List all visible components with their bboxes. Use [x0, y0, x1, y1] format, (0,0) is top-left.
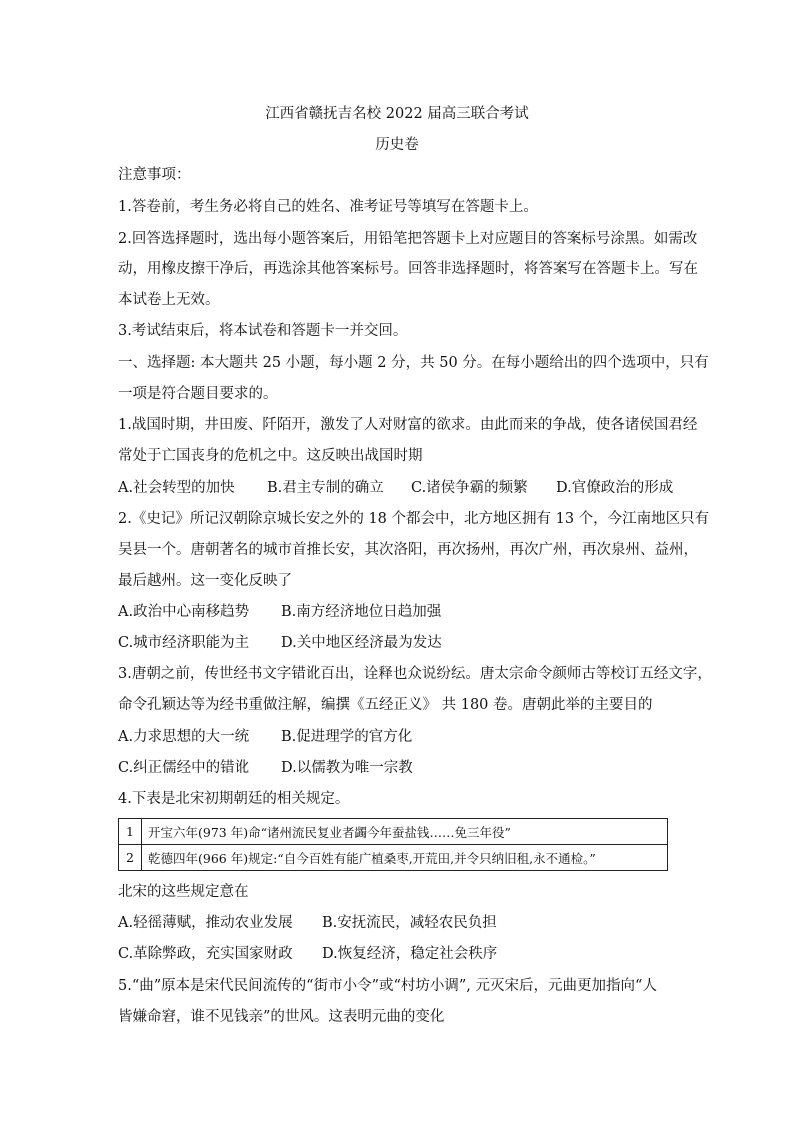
question-2-option-c: C.城市经济职能为主 — [118, 635, 250, 651]
question-5-line1: 5.“曲”原本是宋代民间流传的“街市小令”或“村坊小调”, 元灭宋后，元曲更加指向“人 — [118, 978, 657, 994]
question-4-question: 北宋的这些规定意在 — [118, 884, 249, 900]
table-cell-text: 乾德四年(966 年)规定:“自今百姓有能广植桑枣,开荒田,并令只纳旧租,永不通检。” — [142, 845, 668, 871]
notice-item-2-line3: 本试卷上无效。 — [118, 292, 220, 308]
question-3-option-a: A.力求思想的大一统 — [118, 729, 250, 745]
question-4-option-a: A.轻徭薄赋，推动农业发展 — [118, 915, 293, 931]
question-2-option-d: D.关中地区经济最为发达 — [281, 635, 442, 651]
question-2-line3: 最后越州。这一变化反映了 — [118, 573, 292, 589]
question-3-option-d: D.以儒教为唯一宗教 — [281, 760, 413, 776]
question-3-line2: 命令孔颖达等为经书重做注解，编撰《五经正义》 共 180 卷。唐朝此举的主要目的 — [118, 697, 653, 713]
question-4-option-b: B.安抚流民，减轻农民负担 — [322, 915, 497, 931]
question-1-option-c: C.诸侯争霸的频繁 — [411, 480, 528, 496]
question-2-option-b: B.南方经济地位日趋加强 — [281, 604, 442, 620]
table-cell-text: 开宝六年(973 年)命“诸州流民复业者蠲今年蚕盐钱……免三年役” — [142, 819, 668, 845]
question-1-option-a: A.社会转型的加快 — [118, 480, 235, 496]
notice-heading: 注意事项： — [118, 167, 191, 183]
question-4-option-c: C.革除弊政，充实国家财政 — [118, 946, 293, 962]
section-1-line2: 一项是符合题目要求的。 — [118, 386, 278, 402]
table-cell-number: 1 — [119, 819, 142, 845]
table-cell-number: 2 — [119, 845, 142, 871]
notice-item-1: 1.答卷前，考生务必将自己的姓名、准考证号等填写在答题卡上。 — [118, 199, 538, 215]
notice-item-3: 3.考试结束后，将本试卷和答题卡一并交回。 — [118, 323, 408, 339]
regulations-table — [118, 818, 668, 871]
question-2-option-a: A.政治中心南移趋势 — [118, 604, 250, 620]
question-1-line1: 1.战国时期，井田废、阡陌开，激发了人对财富的欲求。由此而来的争战，使各诸侯国君经 — [118, 417, 698, 433]
section-1-line1: 一、选择题: 本大题共 25 小题，每小题 2 分，共 50 分。在每小题给出的四个选项中，只有 — [118, 355, 709, 371]
notice-item-2-line1: 2.回答选择题时，选出每小题答案后，用铅笔把答题卡上对应题目的答案标号涂黑。如需改 — [118, 231, 698, 247]
question-4-intro: 4.下表是北宋初期朝廷的相关规定。 — [118, 791, 350, 807]
question-1-option-b: B.君主专制的确立 — [267, 480, 384, 496]
table-row — [119, 819, 668, 845]
question-5-line2: 皆嫌命窘，谁不见钱亲”的世风。这表明元曲的变化 — [118, 1009, 445, 1025]
question-4-option-d: D.恢复经济，稳定社会秩序 — [322, 946, 498, 962]
question-1-line2: 常处于亡国丧身的危机之中。这反映出战国时期 — [118, 448, 423, 464]
question-2-line2: 吴县一个。唐朝著名的城市首推长安，其次洛阳，再次扬州，再次广州，再次泉州、益州， — [118, 542, 698, 558]
question-1-option-d: D.官僚政治的形成 — [556, 480, 674, 496]
question-2-line1: 2.《史记》所记汉朝除京城长安之外的 18 个都会中，北方地区拥有 13 个，今江南地区只有 — [118, 511, 710, 527]
subject-title: 历史卷 — [375, 137, 419, 153]
exam-title: 江西省赣抚吉名校 2022 届高三联合考试 — [265, 106, 529, 122]
question-3-line1: 3.唐朝之前，传世经书文字错讹百出，诠释也众说纷纭。唐太宗命令颜师古等校订五经文字， — [118, 666, 712, 682]
table-row — [119, 845, 668, 871]
question-3-option-c: C.纠正儒经中的错讹 — [118, 760, 250, 776]
question-3-option-b: B.促进理学的官方化 — [281, 729, 413, 745]
notice-item-2-line2: 动，用橡皮擦干净后，再选涂其他答案标号。回答非选择题时，将答案写在答题卡上。写在 — [118, 261, 698, 277]
